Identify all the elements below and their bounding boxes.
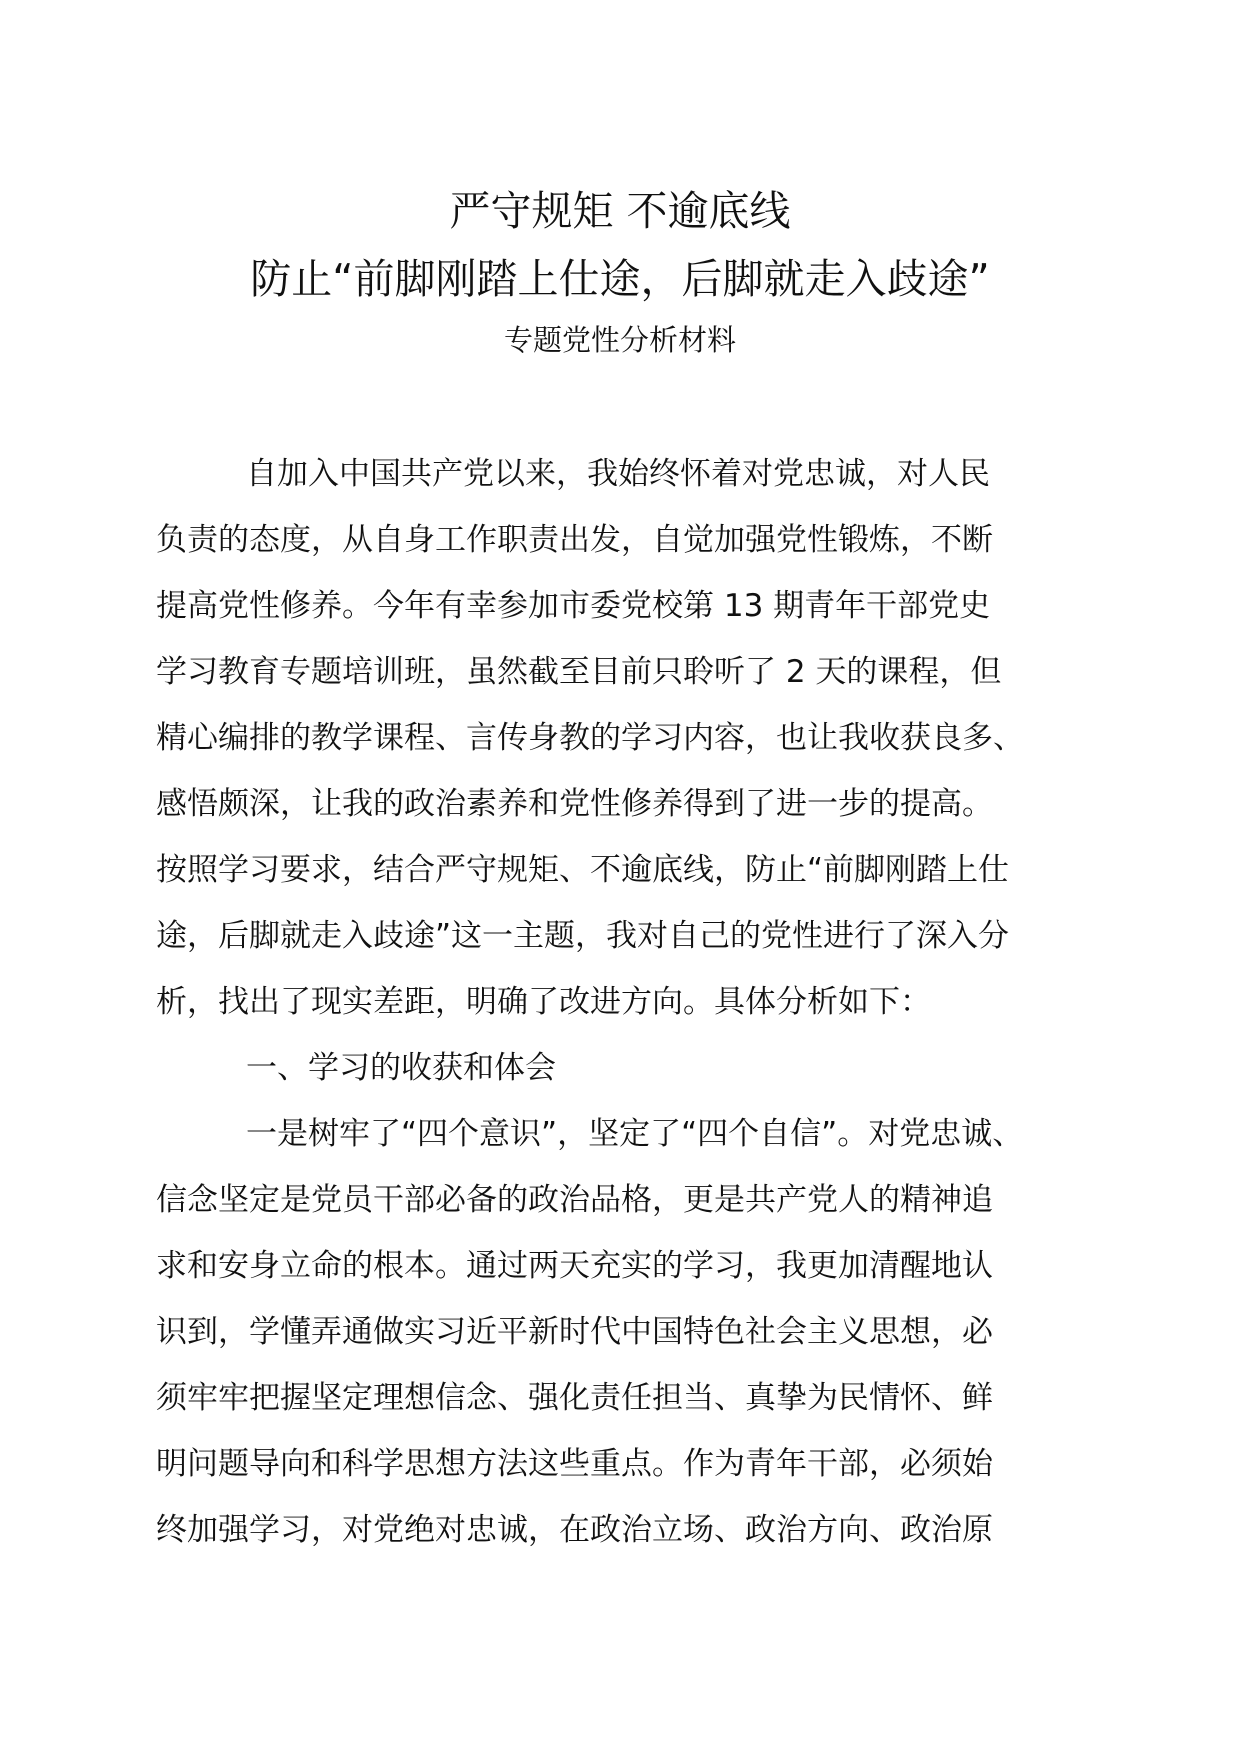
text-line: 精心编排的教学课程、言传身教的学习内容，也让我收获良多、 xyxy=(156,720,1024,756)
text-line: 一、学习的收获和体会 xyxy=(246,1050,556,1086)
text-line: 感悟颇深，让我的政治素养和党性修养得到了进一步的提高。 xyxy=(156,786,993,822)
text-line: 提高党性修养。今年有幸参加市委党校第 13 期青年干部党史 xyxy=(156,588,991,624)
title-line-1: 严守规矩 不逾底线 xyxy=(449,187,791,235)
body-text xyxy=(156,441,1086,1563)
text-line: 须牢牢把握坚定理想信念、强化责任担当、真挚为民情怀、鲜 xyxy=(156,1380,993,1416)
text-line: 途，后脚就走入歧途”这一主题，我对自己的党性进行了深入分 xyxy=(156,918,1010,954)
text-line: 按照学习要求，结合严守规矩、不逾底线，防止“前脚刚踏上仕 xyxy=(156,852,1010,888)
title-line-2: 防止“前脚刚踏上仕途，后脚就走入歧途” xyxy=(250,255,990,303)
text-line: 信念坚定是党员干部必备的政治品格，更是共产党人的精神追 xyxy=(156,1182,993,1218)
text-line: 终加强学习，对党绝对忠诚，在政治立场、政治方向、政治原 xyxy=(156,1512,993,1548)
text-line: 析，找出了现实差距，明确了改进方向。具体分析如下： xyxy=(156,984,931,1020)
text-line: 一是树牢了“四个意识”，坚定了“四个自信”。对党忠诚、 xyxy=(246,1116,1024,1152)
text-line: 负责的态度，从自身工作职责出发，自觉加强党性锻炼，不断 xyxy=(156,522,993,558)
text-line: 识到，学懂弄通做实习近平新时代中国特色社会主义思想，必 xyxy=(156,1314,993,1350)
text-line: 求和安身立命的根本。通过两天充实的学习，我更加清醒地认 xyxy=(156,1248,993,1284)
subtitle: 专题党性分析材料 xyxy=(503,323,736,357)
text-line: 明问题导向和科学思想方法这些重点。作为青年干部，必须始 xyxy=(156,1446,993,1482)
text-line: 自加入中国共产党以来，我始终怀着对党忠诚，对人民 xyxy=(246,456,990,492)
text-line: 学习教育专题培训班，虽然截至目前只聆听了 2 天的课程，但 xyxy=(156,654,1002,690)
